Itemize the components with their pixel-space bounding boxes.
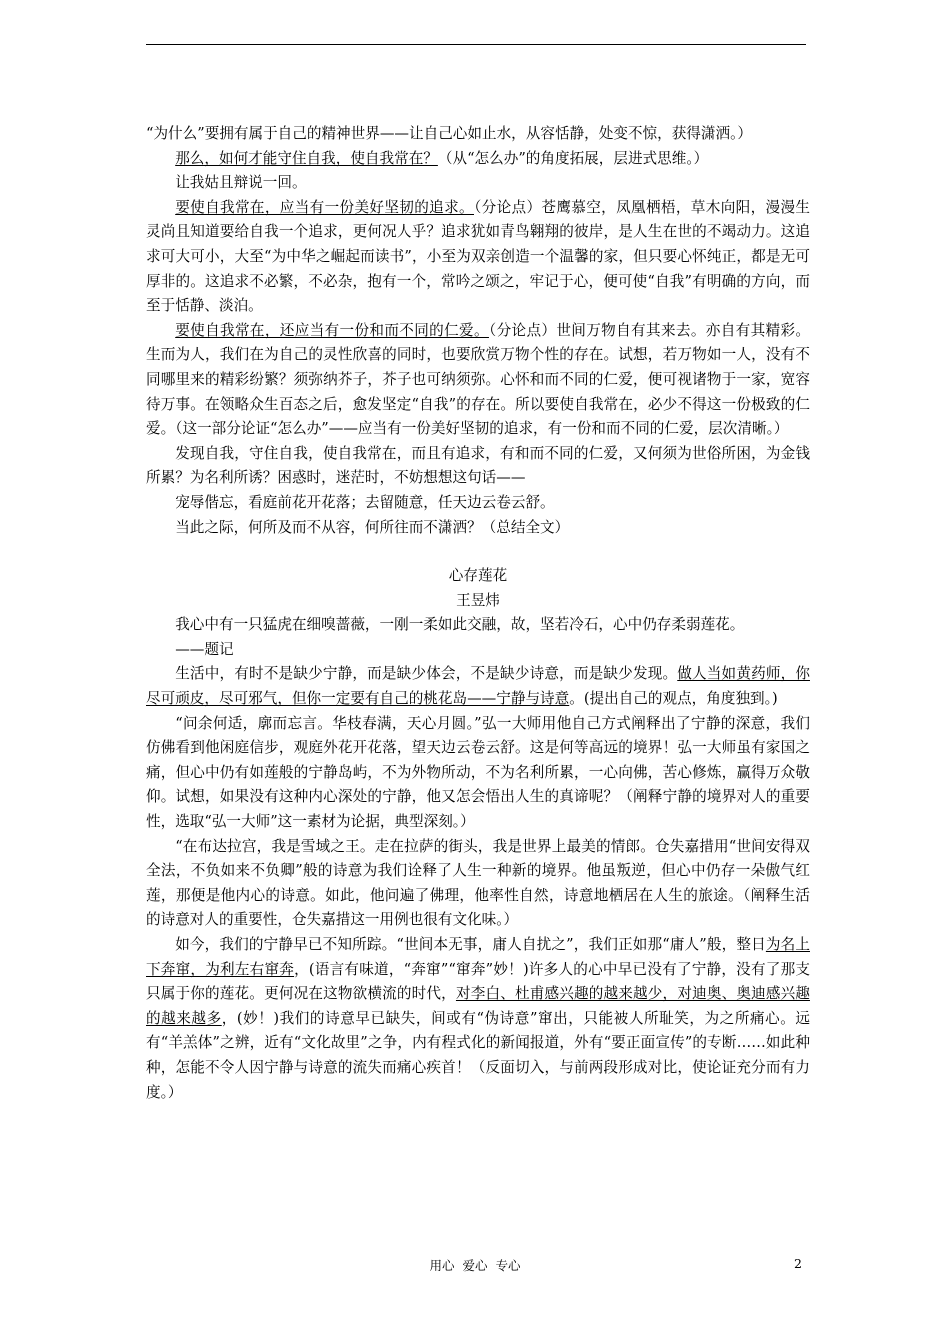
section-gap bbox=[146, 540, 810, 564]
text-run: 我心中有一只猛虎在细嗅蔷薇，一刚一柔如此交融，故，坚若冷石，心中仍存柔弱莲花。 bbox=[175, 616, 745, 634]
text-run: ——题记 bbox=[175, 640, 234, 658]
paragraph bbox=[146, 662, 810, 711]
underlined-text: 为名上下奔窜，为利左右窜奔 bbox=[146, 936, 810, 978]
paragraph bbox=[146, 319, 810, 442]
text-run: “在布达拉宫，我是雪域之王。走在拉萨的街头，我是世界上最美的情郎。仓失嘉措用“世间安得双全法，不负如来不负卿”般的诗意为我们诠释了人生一种新的境界。他虽叛逆，但心中仍存一朵傲气红莲，那便是他内心的诗意。如此，他问遍了佛理，他率性自然，诗意地栖居在人生的旅途。（阐释生活的诗意对人的重要性，仓失嘉措这一用例也很有文化味。） bbox=[146, 837, 810, 929]
paragraph bbox=[146, 613, 810, 638]
text-run: 发现自我，守住自我，使自我常在，而且有追求，有和而不同的仁爱，又何须为世俗所困，为金钱所累？为名利所诱？困惑时，迷茫时，不妨想想这句话—— bbox=[146, 444, 810, 487]
paragraph bbox=[146, 835, 810, 933]
text-run: ，(语言有味道，“奔窜”“窜奔”妙！)许多人的心中早已没有了宁静，没有了那支只属于你的莲花。更何况在这物欲横流的时代， bbox=[146, 960, 810, 1003]
paragraph bbox=[146, 196, 810, 319]
paragraph bbox=[146, 516, 810, 541]
page-content bbox=[146, 122, 810, 1105]
underlined-text: 要使自我常在，还应当有一份和而不同的仁爱。 bbox=[175, 321, 489, 339]
essay-2-body bbox=[146, 613, 810, 1105]
text-run: 让我姑且辩说一回。 bbox=[175, 174, 307, 192]
paragraph bbox=[146, 491, 810, 516]
essay-2-author: 王昱炜 bbox=[456, 591, 500, 609]
text-run: “问余何适，廓而忘言。华枝春满，天心月圆。”弘一大师用他自己方式阐释出了宁静的深意，我们仿佛看到他闲庭信步，观庭外花开花落，望天边云卷云舒。这是何等高远的境界！弘一大师虽有家国之痛，但心中仍有如莲般的宁静岛屿，不为外物所动，不为名利所累，一心向佛，苦心修炼，赢得万众敬仰。试想，如果没有这种内心深处的宁静，他又怎会悟出人生的真谛呢？（阐释宁静的境界对人的重要性，选取“弘一大师”这一素材为论据，典型深刻。） bbox=[146, 714, 810, 831]
underlined-text: 对李白、杜甫感兴趣的越来越少，对迪奥、奥迪感兴趣的越来越多 bbox=[146, 985, 810, 1027]
paragraph bbox=[146, 442, 810, 491]
underlined-text: 要使自我常在，应当有一份美好坚韧的追求。 bbox=[175, 198, 474, 216]
essay-2-title: 心存莲花 bbox=[448, 567, 508, 585]
text-run: ，(妙！)我们的诗意早已缺失，间或有“伪诗意”窜出，只能被人所耻笑，为之所痛心。远有“羊羔体”之辨，近有“文化故里”之争，内有程式化的新闻报道，外有“要正面宣传”的专断……如此种种，怎能不令人因宁静与诗意的流失而痛心疾首！（反面切入，与前两段形成对比，使论证充分而有力度。） bbox=[146, 1009, 810, 1101]
text-run: 。(提出自己的观点，角度独到。) bbox=[569, 690, 778, 708]
paragraph bbox=[146, 147, 810, 172]
text-run: 当此之际，何所及而不从容，何所往而不潇洒？（总结全文） bbox=[175, 518, 570, 536]
text-run: 如今，我们的宁静早已不知所踪。“世间本无事，庸人自扰之”，我们正如那“庸人”般，整日 bbox=[175, 936, 766, 953]
paragraph bbox=[146, 171, 810, 196]
text-run: （分论点）世间万物自有其来去。亦自有其精彩。生而为人，我们在为自己的灵性欣喜的同时，也要欣赏万物个性的存在。试想，若万物如一人，没有不同哪里来的精彩纷繁？须弥纳芥子，芥子也可纳须弥。心怀和而不同的仁爱，便可视诸物于一家，宽容待万事。在领略众生百态之后，愈发坚定“自我”的存在。所以要使自我常在，必少不得这一份极致的仁爱。（这一部分论证“怎么办”——应当有一份美好坚韧的追求，有一份和而不同的仁爱，层次清晰。） bbox=[146, 321, 810, 438]
text-run: 生活中，有时不是缺少宁静，而是缺少体会，不是缺少诗意，而是缺少发现。 bbox=[175, 665, 678, 683]
paragraph bbox=[146, 712, 810, 835]
underlined-text: 做人当如黄药师，你尽可顽皮，尽可邪气，但你一定要有自己的桃花岛——宁静与诗意 bbox=[146, 665, 810, 708]
header-rule bbox=[146, 44, 806, 45]
text-run: “为什么”要拥有属于自己的精神世界——让自己心如止水，从容恬静，处变不惊，获得潇洒。） bbox=[146, 125, 752, 142]
text-run: （分论点）苍鹰慕空，凤凰栖梧，草木向阳，漫漫生灵尚且知道要给自我一个追求，更何况人乎？追求犹如青鸟翱翔的彼岸，是人生在世的不竭动力。这追求可大可小，大至“为中华之崛起而读书”，小至为双亲创造一个温馨的家，但只要心怀纯正，都是无可厚非的。这追求不必繁，不必杂，抱有一个，常吟之颂之，牢记于心，便可使“自我”有明确的方向，而至于恬静、淡泊。 bbox=[146, 198, 810, 315]
text-run: （从“怎么办”的角度拓展，层进式思维。） bbox=[437, 149, 709, 167]
text-run: 宠辱偕忘，看庭前花开花落；去留随意，任天边云卷云舒。 bbox=[175, 493, 555, 511]
paragraph bbox=[146, 933, 810, 1105]
footer-motto: 用心 爱心 专心 bbox=[429, 1258, 521, 1273]
paragraph bbox=[146, 638, 810, 663]
underlined-text: 那么，如何才能守住自我，使自我常在？ bbox=[175, 149, 438, 167]
essay-1-body bbox=[146, 122, 810, 540]
page-number: 2 bbox=[794, 1256, 802, 1271]
paragraph bbox=[146, 122, 810, 147]
